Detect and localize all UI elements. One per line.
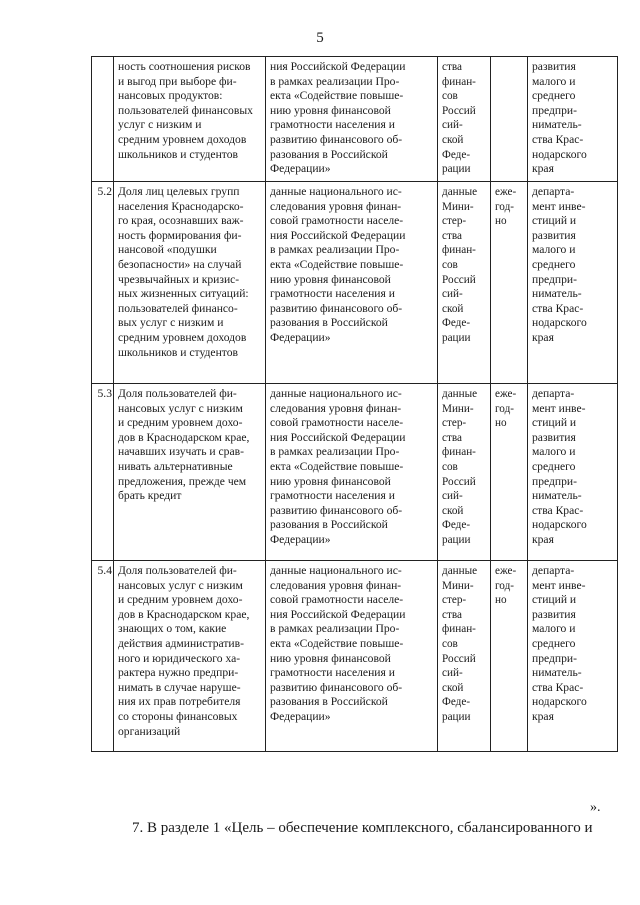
data-source: данные национального ис- следования уровня финан- совой грамотности населе- ния Российской Федерации в рамках реализации Про- екта «Содействие повыше- нию уровня финансовой грамотности населения и развитию финансового об- разования в Российской Федерации» [266, 384, 438, 561]
row-number [92, 57, 114, 182]
indicator-name: Доля пользователей фи- нансовых услуг с низким и средним уровнем дохо- дов в Краснодарском крае, знающих о том, какие действия административ- ного и юридического ха- рактера нужно предпри- нимать в случае наруше- ния их прав потребителя со стороны финансовых организаций [114, 561, 266, 752]
row-number: 5.3 [92, 384, 114, 561]
responsible-department: департа- мент инве- стиций и развития малого и среднего предпри- ниматель- ства Крас- нодарского края [528, 182, 618, 384]
responsible-department: развития малого и среднего предпри- ниматель- ства Крас- нодарского края [528, 57, 618, 182]
responsible-department: департа- мент инве- стиций и развития малого и среднего предпри- ниматель- ства Крас- нодарского края [528, 384, 618, 561]
table-row [92, 57, 618, 182]
table-row [92, 182, 618, 384]
data-source: ния Российской Федерации в рамках реализации Про- екта «Содействие повыше- нию уровня финансовой грамотности населения и развитию финансового об- разования в Российской Федерации» [266, 57, 438, 182]
periodicity: еже- год- но [491, 182, 528, 384]
source-organization: ства финан- сов Россий сий- ской Феде- рации [438, 57, 491, 182]
data-source: данные национального ис- следования уровня финан- совой грамотности населе- ния Российской Федерации в рамках реализации Про- екта «Содействие повыше- нию уровня финансовой грамотности населения и развитию финансового об- разования в Российской Федерации» [266, 182, 438, 384]
indicator-name: Доля лиц целевых групп населения Краснодарско- го края, осознавших важ- ность формирования фи- нансовой «подушки безопасности» на случай чрезвычайных и кризис- ных жизненных ситуаций: пользователей финансо- вых услуг с низким и средним уровнем доходов школьников и студентов [114, 182, 266, 384]
source-organization: данные Мини- стер- ства финан- сов Россий сий- ской Феде- рации [438, 561, 491, 752]
table-row [92, 384, 618, 561]
indicator-name: ность соотношения рисков и выгод при выборе фи- нансовых продуктов: пользователей финансовых услуг с низким и средним уровнем доходов школьников и студентов [114, 57, 266, 182]
indicators-table [91, 56, 618, 752]
paragraph-7-text: 7. В разделе 1 «Цель – обеспечение комплексного, сбалансированного и [132, 820, 593, 836]
closing-quote-mark: ». [590, 800, 601, 815]
page-number: 5 [316, 30, 324, 46]
data-source: данные национального ис- следования уровня финан- совой грамотности населе- ния Российской Федерации в рамках реализации Про- екта «Содействие повыше- нию уровня финансовой грамотности населения и развитию финансового об- разования в Российской Федерации» [266, 561, 438, 752]
table-row [92, 561, 618, 752]
row-number: 5.2 [92, 182, 114, 384]
periodicity: еже- год- но [491, 561, 528, 752]
indicator-name: Доля пользователей фи- нансовых услуг с низким и средним уровнем дохо- дов в Краснодарском крае, начавших изучать и срав- нивать альтернативные предложения, прежде чем брать кредит [114, 384, 266, 561]
row-number: 5.4 [92, 561, 114, 752]
responsible-department: департа- мент инве- стиций и развития малого и среднего предпри- ниматель- ства Крас- нодарского края [528, 561, 618, 752]
periodicity: еже- год- но [491, 384, 528, 561]
periodicity [491, 57, 528, 182]
source-organization: данные Мини- стер- ства финан- сов Россий сий- ской Феде- рации [438, 384, 491, 561]
source-organization: данные Мини- стер- ства финан- сов Россий сий- ской Феде- рации [438, 182, 491, 384]
